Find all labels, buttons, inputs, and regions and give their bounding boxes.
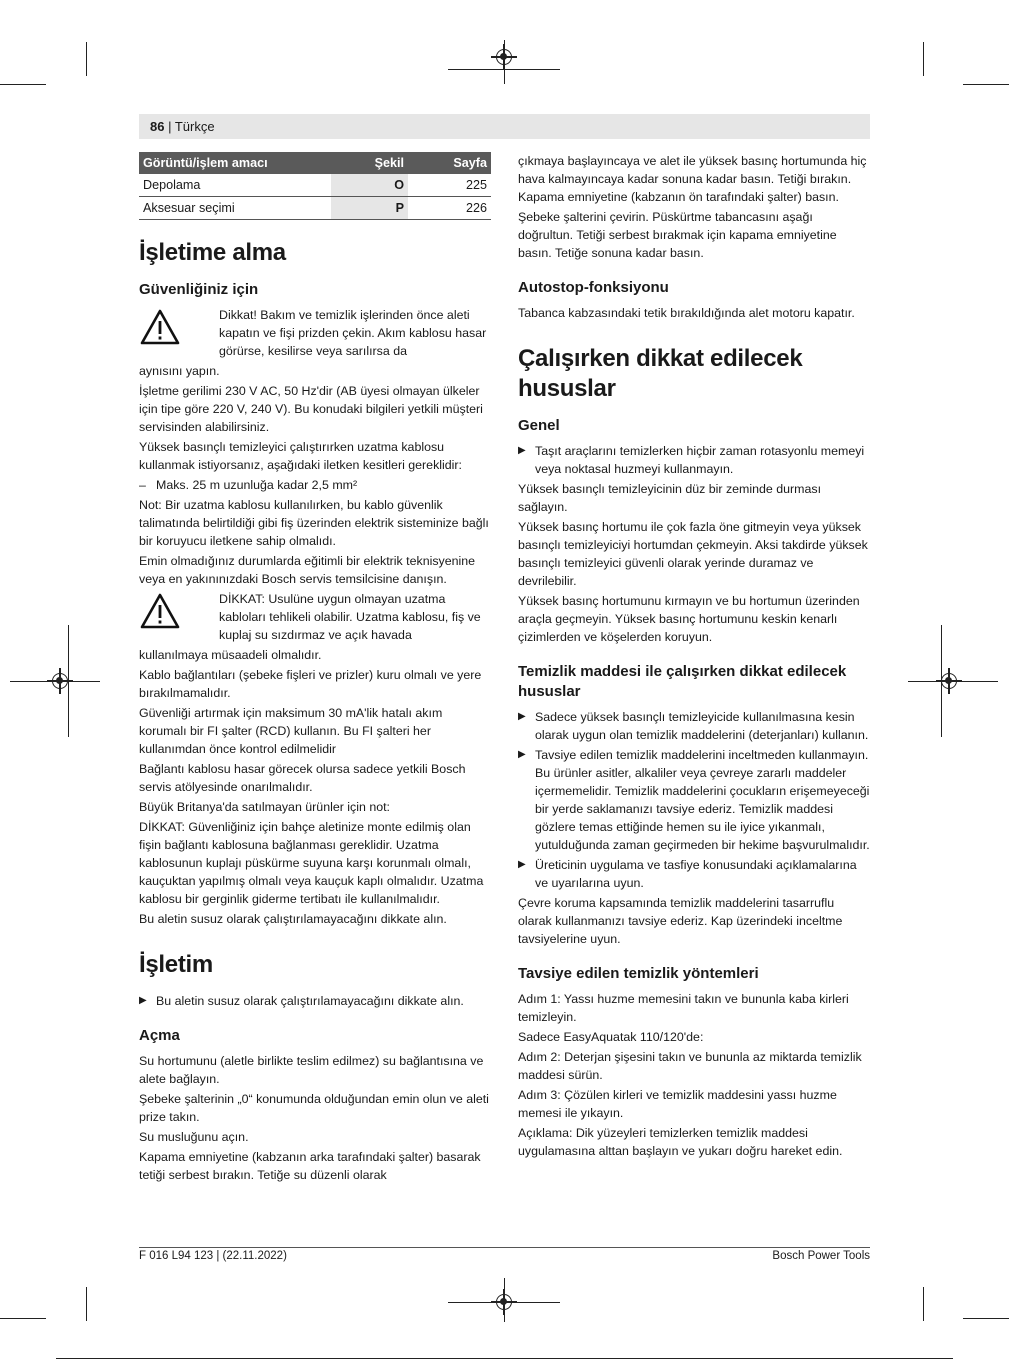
paragraph: Şebeke şalterinin „0“ konumunda olduğundan emin olun ve aleti prize takın. [139,1092,489,1124]
subsection-title: Açma [139,1027,180,1044]
subsection-title: Autostop-fonksiyonu [518,279,669,296]
table-header: Şekil [330,152,408,174]
paragraph: Sadece EasyAquatak 110/120'de: [518,1030,704,1044]
paragraph: Bu aletin susuz olarak çalıştırılamayacağını dikkate alın. [139,912,447,926]
table-cell: O [330,174,408,197]
paragraph: Adım 1: Yassı huzme memesini takın ve bununla kaba kirleri temizleyin. [518,992,849,1024]
warning-text: aynısını yapın. [139,364,220,378]
crop-mark [923,1287,924,1321]
subsection-title: Temizlik maddesi ile çalışırken dikkat edilecek hususlar [518,663,847,700]
paragraph: Kapama emniyetine (kabzanın arka tarafındaki şalter) basarak tetiği serbest bırakın. Tetiğe su düzenli olarak [139,1150,481,1182]
crop-mark [963,1318,1009,1319]
page-number: 86 [150,119,165,134]
warning-block [139,306,491,380]
page-header-bar [139,114,870,139]
subsection-title: Güvenliğiniz için [139,281,259,298]
warning-block [139,590,491,664]
paragraph: Şebeke şalterini çevirin. Püskürtme tabancasını aşağı doğrultun. Tetiği serbest bırakmak için kapama emniyetine basın. Tetiğe sonuna kadar basın. [518,210,837,260]
paragraph: Güvenliği artırmak için maksimum 30 mA'lik hatalı akım korumalı bir FI şalter (RCD) kullanın. Bu FI şalteri her kullanımdan önce kontrol edilmelidir [139,706,443,756]
right-column [518,152,870,1162]
paragraph: Yüksek basınç hortumunu kırmayın ve bu hortumun üzerinden araçla geçmeyin. Yüksek basınç hortumunu keskin kenarlı çizimlerden ve köşelerden koruyun. [518,594,860,644]
table-header: Sayfa [408,152,491,174]
paragraph: Bağlantı kablosu hasar görecek olursa sadece yetkili Bosch servis atölyesinde onarılmalıdır. [139,762,466,794]
paragraph: Su hortumunu (aletle birlikte teslim edilmez) su bağlantısına ve alete bağlayın. [139,1054,484,1086]
reference-table [139,152,491,220]
table-cell: 226 [408,197,491,220]
footer-divider [139,1247,870,1248]
registration-mark-icon [496,49,512,65]
paragraph: Adım 3: Çözülen kirleri ve temizlik maddesini yassı huzme memesi ile yıkayın. [518,1088,837,1120]
crop-mark [86,1287,87,1321]
crop-mark [86,42,87,76]
paragraph: Not: Bir uzatma kablosu kullanılırken, bu kablo güvenlik talimatında belirtildiği gibi fiş üzerinden elektrik sisteminize bağlı bir koruyucu iletkene sahip olmalıdı. [139,498,489,548]
subsection-title: Tavsiye edilen temizlik yöntemleri [518,965,759,982]
registration-mark-icon [52,673,68,689]
section-title: Çalışırken dikkat edilecek hususlar [518,345,803,402]
paragraph: Emin olmadığınız durumlarda eğitimli bir elektrik teknisyenine veya en yakınınızdaki Bosch servis temsilcisine danışın. [139,554,476,586]
list-item: ▶ Sadece yüksek basınçlı temizleyicide kullanılmasına kesin olarak uygun olan temizlik maddelerini (deterjanları) kullanın. [518,708,870,744]
left-column [139,152,491,1186]
paragraph: Yüksek basınçlı temizleyicinin düz bir zeminde durması sağlayın. [518,482,822,514]
table-row [139,197,491,220]
paragraph: İşletme gerilimi 230 V AC, 50 Hz'dir (AB üyesi olmayan ülkeler için tipe göre 220 V, 240 V). Bu konudaki bilgileri yetkili müşteri servisinden alabilirsiniz. [139,384,483,434]
paragraph: Büyük Britanya'da satılmayan ürünler için not: [139,800,390,814]
page-language: Türkçe [174,119,215,134]
page-header: 86 | Türkçe [150,119,215,134]
paragraph: Yüksek basınç hortumu ile çok fazla öne gitmeyin veya yüksek basınçlı temizleyiciyi hortumdan çekmeyin. Aksi takdirde yüksek basınçlı temizleyici güvenli olarak yerinde duramaz ve devrilebilir. [518,520,868,588]
footer-brand: Bosch Power Tools [772,1250,870,1262]
paragraph: DİKKAT: Güvenliğiniz için bahçe aletinize monte edilmiş olan fişin bağlantı kablosuna bağlanması gereklidir. Uzatma kablosunun kuplajı püskürme suyuna karşı korunmalı olmalı, kauçuktan yapılmış olmalı veya kauçuk kaplı olmalıdır. Uzatma kablosu bir gerginlik giderme tertibatı ile kullanılmalıdır. [139,820,484,906]
crop-mark [963,84,1009,85]
paragraph: Tabanca kabzasındaki tetik bırakıldığında alet motoru kapatır. [518,306,855,320]
section-title: İşletime alma [139,239,286,266]
warning-text: kullanılmaya müsaadeli olmalıdır. [139,648,322,662]
table-header: Görüntü/işlem amacı [139,152,330,174]
crop-mark [56,1358,953,1359]
paragraph: Su musluğunu açın. [139,1130,249,1144]
table-cell: Aksesuar seçimi [139,197,330,220]
warning-triangle-icon [139,592,181,630]
table-header-row [139,152,491,174]
warning-text: Dikkat! Bakım ve temizlik işlerinden önce aleti kapatın ve fişi prizden çekin. Akım kablosu hasar görürse, kesilirse veya sarılırsa da [219,308,487,358]
crop-mark [0,84,46,85]
paragraph: Kablo bağlantıları (şebeke fişleri ve prizler) kuru olmalı ve yere bırakılmamalıdır. [139,668,482,700]
crop-mark [923,42,924,76]
list-item: – Maks. 25 m uzunluğa kadar 2,5 mm² [139,476,491,494]
list-item: ▶ Tavsiye edilen temizlik maddelerini inceltmeden kullanmayın. Bu ürünler asitler, alkaliler veya çevreye zararlı maddeler içermemelidir. Temizlik maddelerini çocukların erişemeyeceği bir yerde saklamanızı tavsiye ederiz. Temizlik maddesi gözlere temas ettiğinde hemen su ile iyice yıkanmalı, yutulduğunda zaman geçirmeden bir hekime başvurulmalıdır. [518,746,870,854]
list-item: ▶ Üreticinin uygulama ve tasfiye konusundaki açıklamalarına ve uyarılarına uyun. [518,856,870,892]
footer-document-id: F 016 L94 123 | (22.11.2022) [139,1250,287,1262]
subsection-title: Genel [518,417,560,434]
paragraph: Adım 2: Deterjan şişesini takın ve bununla az miktarda temizlik maddesi sürün. [518,1050,862,1082]
registration-mark-icon [941,673,957,689]
list-item: ▶ Bu aletin susuz olarak çalıştırılamayacağını dikkate alın. [139,992,491,1010]
list-item: ▶ Taşıt araçlarını temizlerken hiçbir zaman rotasyonlu memeyi veya noktasal huzmeyi kullanmayın. [518,442,870,478]
crop-mark [0,1318,46,1319]
warning-text: DİKKAT: Usulüne uygun olmayan uzatma kabloları tehlikeli olabilir. Uzatma kablosu, fiş ve kuplaj su sızdırmaz ve açık havada [219,592,481,642]
warning-triangle-icon [139,308,181,346]
table-row [139,174,491,197]
paragraph: Açıklama: Dik yüzeyleri temizlerken temizlik maddesi uygulamasına alttan başlayın ve yukarı doğru hareket edin. [518,1126,843,1158]
paragraph: çıkmaya başlayıncaya ve alet ile yüksek basınç hortumunda hiç hava kalmayıncaya kadar sonuna kadar basın. Tetiği bırakın. Kapama emniyetine (kabzanın ön tarafındaki şalter) basın. [518,154,867,204]
section-title: İşletim [139,951,213,978]
registration-mark-icon [496,1294,512,1310]
table-cell: Depolama [139,174,330,197]
table-cell: 225 [408,174,491,197]
paragraph: Çevre koruma kapsamında temizlik maddelerini tasarruflu olarak kullanmanızı tavsiye ederiz. Kap üzerindeki inceltme tavsiyelerine uyun. [518,896,843,946]
table-cell: P [330,197,408,220]
paragraph: Yüksek basınçlı temizleyici çalıştırırken uzatma kablosu kullanmak istiyorsanız, aşağıdaki iletken kesitleri gereklidir: [139,440,462,472]
